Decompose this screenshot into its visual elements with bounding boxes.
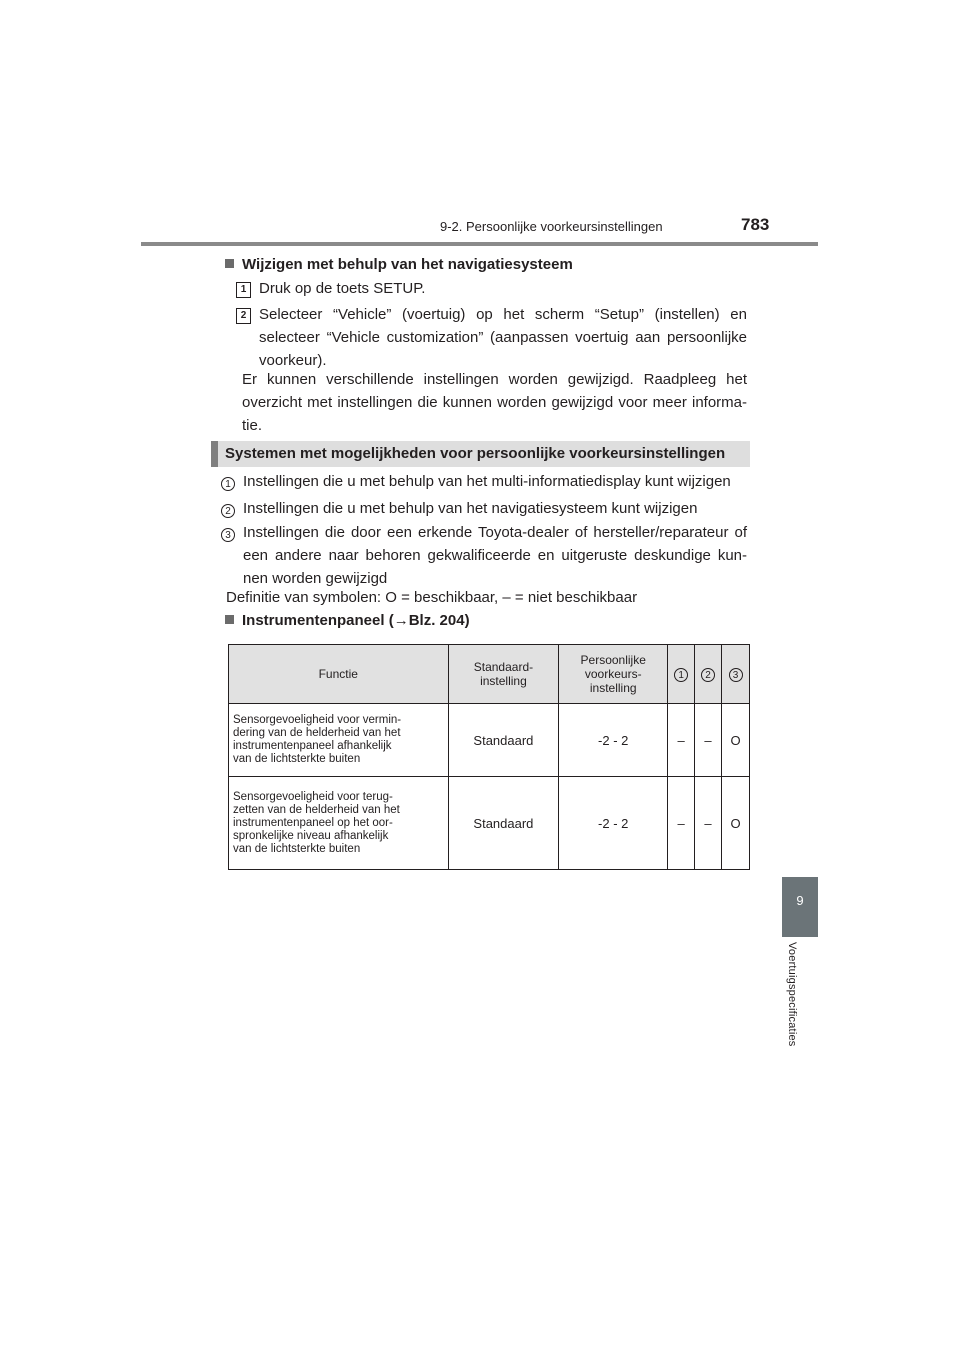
nav-note-line-2: overzicht met instellingen die kunnen worden gewijzigd voor meer informa- [242,394,747,411]
nav-note-line-1: Er kunnen verschillende instellingen worden gewijzigd. Raadpleeg het [242,371,747,388]
step-2-line-1: Selecteer “Vehicle” (voertuig) op het scherm “Setup” (instellen) en [259,306,747,323]
panel-heading-ref: Blz. 204) [408,612,470,629]
header-default-line-1: Standaard- [473,660,534,674]
row-1-col-2: – [695,704,722,777]
system-3-text [243,521,747,590]
page-number: 783 [741,215,770,234]
systems-heading: Systemen met mogelijkheden voor persoonlijke voorkeursinstellingen [225,445,726,462]
step-2-text [259,303,747,372]
arrow-right-icon: → [393,612,409,629]
header-default-line-2: instelling [480,674,527,688]
row-1-default: Standaard [448,704,559,777]
step-2-line-2: selecteer “Vehicle customization” (aanpassen voertuig aan persoonlijke [259,329,747,346]
row-2-function: Sensorgevoeligheid voor terug- zetten van de helderheid van het instrumentenpaneel op het oor- spronkelijke niveau afhankelijk van de lichtsterkte buiten [229,777,449,870]
row-2-col-2: – [695,777,722,870]
row-2-col-1: – [668,777,695,870]
nav-heading [225,256,573,273]
header-function: Functie [229,645,449,704]
panel-heading-prefix: Instrumentenpaneel ( [242,612,394,629]
step-2-marker: 2 [236,305,251,324]
table-row [229,704,750,777]
systems-heading-bar [211,441,750,467]
square-bullet-icon [225,259,234,268]
settings-table [228,644,750,870]
chapter-tab [782,877,818,937]
nav-note [242,368,747,437]
header-col-3: 3 [722,645,750,704]
chapter-number: 9 [796,893,804,908]
header-personal-line-3: instelling [589,681,637,695]
nav-note-line-3: tie. [242,417,263,434]
chapter-tab-label [782,942,818,1072]
header-default [448,645,559,704]
system-3-line-2: een andere naar behoren gekwalificeerde en uitgeruste deskundige kun- [243,547,747,564]
system-3-marker: 3 [221,525,235,543]
chapter-label: Voertuigspecificaties [786,942,798,1047]
table-row [229,777,750,870]
section-title: 9-2. Persoonlijke voorkeursinstellingen [440,219,663,234]
row-2-personal: -2 - 2 [559,777,668,870]
panel-heading [225,612,470,629]
system-3-line-3: nen worden gewijzigd [243,570,388,587]
row-1-col-3: O [722,704,750,777]
header-personal [559,645,668,704]
row-2-default: Standaard [448,777,559,870]
step-1-marker: 1 [236,279,251,298]
system-2-text: Instellingen die u met behulp van het navigatiesysteem kunt wijzigen [243,500,698,517]
row-1-personal: -2 - 2 [559,704,668,777]
nav-heading-text: Wijzigen met behulp van het navigatiesysteem [242,256,573,273]
square-bullet-icon [225,615,234,624]
step-2-line-3: voorkeur). [259,352,327,369]
system-1-text: Instellingen die u met behulp van het multi-informatiedisplay kunt wijzigen [243,473,731,490]
system-2-marker: 2 [221,501,235,519]
symbol-definition: Definitie van symbolen: O = beschikbaar, – = niet beschikbaar [226,589,638,606]
header-personal-line-1: Persoonlijke [580,653,646,667]
header-personal-line-2: voorkeurs- [584,667,642,681]
heading-bar-accent [211,441,218,467]
row-1-col-1: – [668,704,695,777]
step-1-text: Druk op de toets SETUP. [259,280,426,297]
row-2-col-3: O [722,777,750,870]
system-3-line-1: Instellingen die door een erkende Toyota-dealer of hersteller/reparateur of [243,524,747,541]
row-1-function: Sensorgevoeligheid voor vermin- dering van de helderheid van het instrumentenpaneel afhankelijk van de lichtsterkte buiten [229,704,449,777]
header-rule [141,242,818,246]
header-col-1: 1 [668,645,695,704]
system-1-marker: 1 [221,474,235,492]
table-header-row [229,645,750,704]
header-col-2: 2 [695,645,722,704]
